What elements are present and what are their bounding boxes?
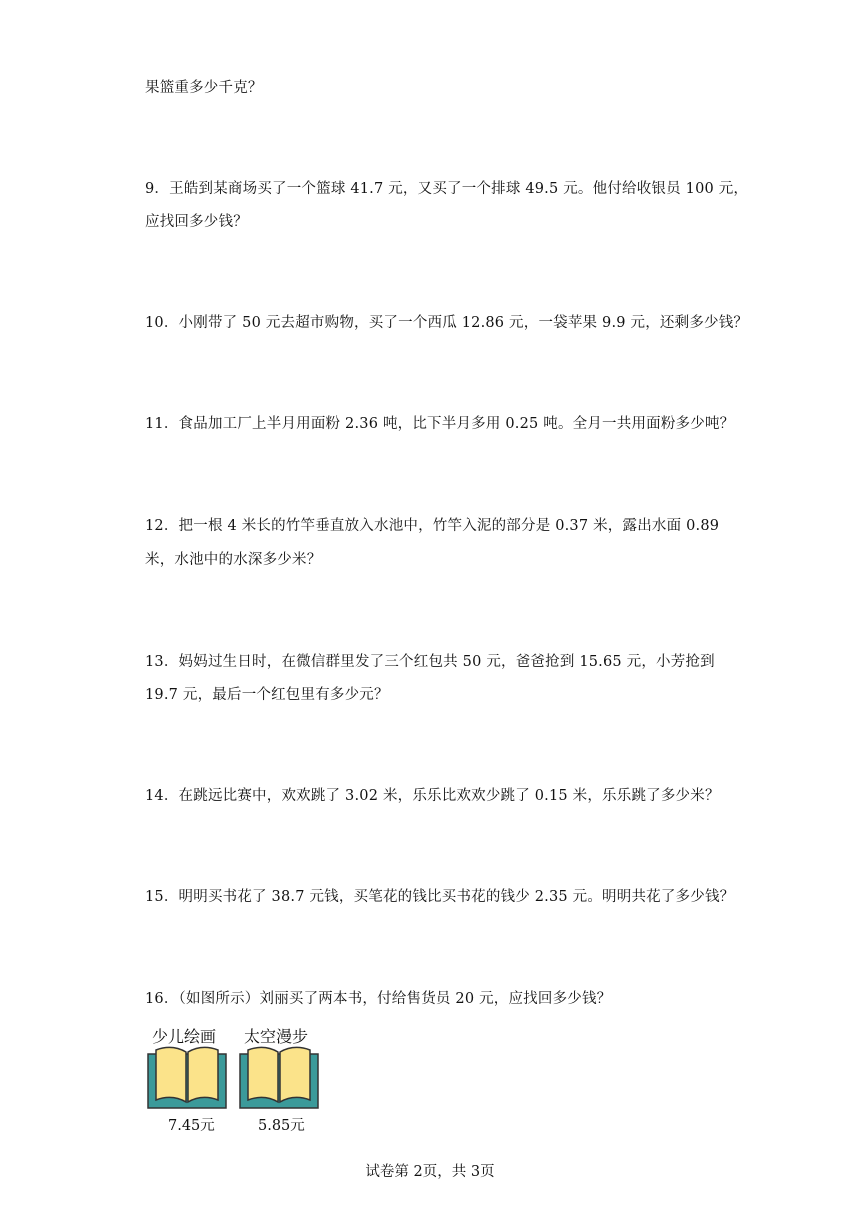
question-8-continuation: 果篮重多少千克？ [145,80,263,96]
question-12-line-2: 米，水池中的水深多少米？ [145,552,322,568]
book-2-figure [238,1044,320,1114]
question-13-line-2: 19.7 元，最后一个红包里有多少元？ [145,687,389,703]
book-title-1: 少儿绘画 [152,1027,217,1046]
page-footer: 试卷第 2页，共 3页 [365,1164,495,1180]
question-9-line-2: 应找回多少钱？ [145,214,248,230]
question-14: 14．在跳远比赛中，欢欢跳了 3.02 米，乐乐比欢欢少跳了 0.15 米，乐乐跳了多少米？ [145,788,720,804]
book-price-2: 5.85元 [258,1118,305,1134]
book-1-figure [146,1044,228,1114]
question-15: 15．明明买书花了 38.7 元钱，买笔花的钱比买书花的钱少 2.35 元。明明共花了多少钱？ [145,889,735,905]
question-12-line-1: 12．把一根 4 米长的竹竿垂直放入水池中，竹竿入泥的部分是 0.37 米，露出水面 0.89 [145,518,720,534]
question-10: 10．小刚带了 50 元去超市购物，买了一个西瓜 12.86 元，一袋苹果 9.9 元，还剩多少钱？ [145,315,749,331]
open-book-icon [238,1044,320,1110]
book-price-1: 7.45元 [168,1118,215,1134]
open-book-icon [146,1044,228,1110]
book-title-2: 太空漫步 [244,1027,309,1046]
question-9-line-1: 9．王皓到某商场买了一个篮球 41.7 元，又买了一个排球 49.5 元。他付给收银员 100 元， [145,181,749,197]
question-13-line-1: 13．妈妈过生日时，在微信群里发了三个红包共 50 元，爸爸抢到 15.65 元，小芳抢到 [145,654,715,670]
question-11: 11．食品加工厂上半月用面粉 2.36 吨，比下半月多用 0.25 吨。全月一共用面粉多少吨？ [145,416,735,432]
question-16: 16．（如图所示）刘丽买了两本书，付给售货员 20 元，应找回多少钱？ [145,991,612,1007]
